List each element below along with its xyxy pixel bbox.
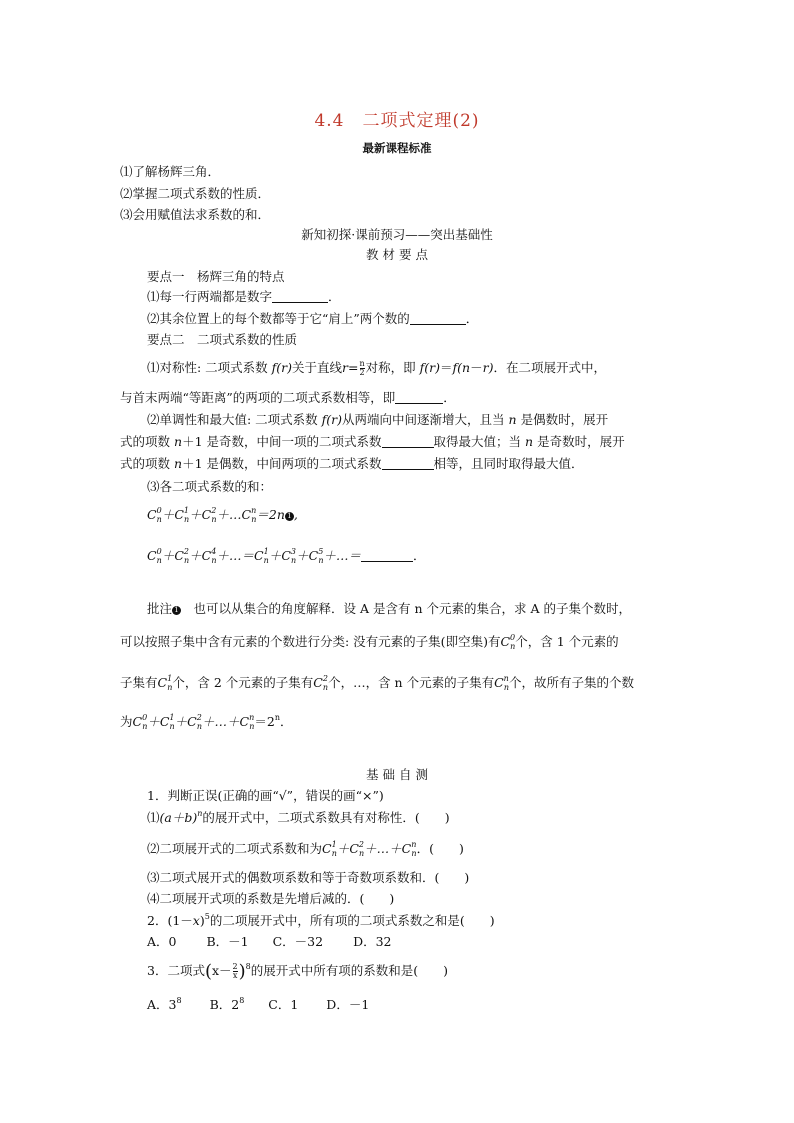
symmetry-line: ⑴对称性: 二项式系数 f(r)关于直线r= $\frac{n}{2}$ 对称，即 f(r)＝f(n－r)．在二项展开式中， <box>147 359 606 377</box>
formula: f(n <box>452 360 471 375</box>
question-2-options <box>147 932 392 950</box>
mono-text: 式的项数 <box>120 456 171 471</box>
sum-title: ⑶各二项式系数的和： <box>147 479 273 494</box>
question-3: 3．二项式(x－ $\frac{2}{x}$ )$^8$的展开式中所有项的系数和是( ) <box>147 961 449 982</box>
answer-blank[interactable] <box>272 290 328 304</box>
note-text: 也可以从集合的角度解释．设 A 是含有 n 个元素的集合，求 A 的子集个数时， <box>193 601 631 616</box>
symmetry-line-2: 与首末两端“等距离”的两项的二项式系数相等，即 ． <box>120 390 456 405</box>
mono-text: 从两端向中间逐渐增大，且当 <box>342 412 505 427</box>
mono-text: 取得最大值；当 <box>433 434 522 449</box>
question-1: 1．判断正误(正确的画“√”，错误的画“×”) <box>147 788 384 803</box>
fraction: $\frac{n}{2}$ <box>359 359 365 377</box>
option-d[interactable]: D．32 <box>353 934 392 949</box>
goal-3: ⑶会用赋值法求系数的和． <box>120 207 271 222</box>
question-1-1: $⑴(a+b)^n$的展开式中，二项式系数具有对称性．( ) <box>147 809 450 825</box>
note-text: 个，故所有子集的个数 <box>508 675 634 690</box>
mono-text: 是奇数时，展开 <box>537 434 625 449</box>
q1-2-text: ⑵二项展开式的二项式系数和为 <box>147 841 323 856</box>
q3-text: 3．二项式 <box>147 963 205 978</box>
monotonic-line-3: 式的项数 n＋1 是偶数，中间两项的二项式系数 相等，且同时取得最大值． <box>120 456 584 471</box>
section-heading: 教 材 要 点 <box>366 247 428 262</box>
mono-text: 式的项数 <box>120 434 171 449</box>
mono-text: 是偶数时，展开 <box>520 412 609 427</box>
point1-title: 要点一 杨辉三角的特点 <box>147 269 285 284</box>
period: ． <box>328 289 341 304</box>
symmetry-text: ⑴对称性: 二项式系数 <box>147 360 268 375</box>
note-marker-icon: 1 <box>172 606 181 615</box>
monotonic-line-2: 式的项数 n＋1 是奇数，中间一项的二项式系数 取得最大值；当 n 是奇数时，展开 <box>120 434 625 449</box>
answer-blank[interactable] <box>382 435 434 449</box>
option-a[interactable]: A．$3^8$ <box>147 996 182 1012</box>
option-d[interactable]: D．－1 <box>326 997 370 1012</box>
point1-line2-text: ⑵其余位置上的每个数都等于它“肩上”两个数的 <box>147 311 410 326</box>
answer-blank[interactable] <box>382 457 434 471</box>
note-line-1 <box>147 599 631 617</box>
mono-text: 是奇数，中间一项的二项式系数 <box>206 434 382 449</box>
option-b[interactable]: B．$2^8$ <box>209 996 245 1012</box>
answer-blank[interactable] <box>410 312 466 326</box>
note-text: 为 <box>120 714 133 729</box>
question-3-options <box>147 995 369 1013</box>
point2-title: 要点二 二项式系数的性质 <box>147 332 298 347</box>
note-text: 子集有 <box>120 675 158 690</box>
formula: r <box>342 360 349 375</box>
note-label: 批注 <box>147 601 173 616</box>
formula: f(r) <box>271 360 293 375</box>
question-2: 2．$(1-x)^5$的二项展开式中，所有项的二项式系数之和是( ) <box>147 912 495 928</box>
sum-formula-1: $C^0_n+C^1_n+C^2_n+\dots C^n_n=2n$ 1 , <box>147 506 298 524</box>
fraction: $\frac{2}{x}$ <box>232 962 238 980</box>
note-line-4: 为$C^0_n+C^1_n+C^2_n+\dots+C^n_n=2^n$． <box>120 713 293 731</box>
point1-line2 <box>147 309 478 327</box>
note-text: 可以按照子集中含有元素的个数进行分类: 没有元素的子集(即空集)有 <box>120 634 501 649</box>
point1-line1-text: ⑴每一行两端都是数字 <box>147 289 273 304</box>
symmetry-text-2: 关于直线 <box>292 360 343 375</box>
q2-text: 的二项展开式中，所有项的二项式系数之和是( ) <box>209 913 495 928</box>
note-marker-icon: 1 <box>285 512 294 521</box>
formula: f(r) <box>419 360 441 375</box>
section-banner: 新知初探·课前预习——突出基础性 <box>301 227 493 242</box>
note-text: 个，…，含 n 个元素的子集有 <box>328 675 495 690</box>
question-1-3: ⑶二项式展开式的偶数项系数和等于奇数项系数和．( ) <box>147 870 470 885</box>
page-title: 4.4 二项式定理(2) <box>314 111 480 131</box>
page-subtitle: 最新课程标准 <box>362 141 432 155</box>
q1-1-text: 的展开式中，二项式系数具有对称性．( ) <box>202 810 450 825</box>
period: ． <box>465 311 479 326</box>
answer-blank[interactable] <box>395 391 443 405</box>
option-c[interactable]: C．－32 <box>272 934 324 949</box>
goal-1: ⑴了解杨辉三角． <box>120 164 221 179</box>
sum-formula-2: $C^0_n+C^2_n+C^4_n+\dots=C^1_n+C^3_n+C^5_n+\dots=$ ． <box>147 547 426 565</box>
goal-2: ⑵掌握二项式系数的性质． <box>120 186 271 201</box>
note-line-3: 子集有$C^1_n$个，含 2 个元素的子集有$C^2_n$个，…，含 n 个元素的子集有$C^n_n$个，故所有子集的个数 <box>120 674 634 692</box>
mono-text: 是偶数，中间两项的二项式系数 <box>206 456 382 471</box>
question-1-2: ⑵二项展开式的二项式系数和为$C^1_n+C^2_n+\dots+C^n_n$．( ) <box>147 840 464 858</box>
note-line-2: 可以按照子集中含有元素的个数进行分类: 没有元素的子集(即空集)有$C^0_n$个，含 1 个元素的 <box>120 633 619 651</box>
note-text: ． <box>280 714 293 729</box>
symmetry-text-5: 与首末两端“等距离”的两项的二项式系数相等，即 <box>120 390 396 405</box>
option-a[interactable]: A．0 <box>147 934 177 949</box>
q3-text-2: 的展开式中所有项的系数和是( ) <box>250 963 449 978</box>
self-test-heading: 基 础 自 测 <box>366 767 428 782</box>
mono-text: ⑵单调性和最大值: 二项式系数 <box>147 412 318 427</box>
symmetry-text-3: 对称，即 <box>365 360 416 375</box>
monotonic-line-1: ⑵单调性和最大值: 二项式系数 f(r)从两端向中间逐渐增大，且当 n 是偶数时，展开 <box>147 412 609 427</box>
symmetry-text-4: ．在二项展开式中， <box>493 360 606 375</box>
point1-line1 <box>147 287 341 305</box>
option-b[interactable]: B．－1 <box>206 934 249 949</box>
question-1-4: ⑷二项展开式项的系数是先增后减的．( ) <box>147 891 395 906</box>
option-c[interactable]: C．1 <box>268 997 299 1012</box>
note-text: 个，含 1 个元素的 <box>515 634 619 649</box>
mono-text: 相等，且同时取得最大值． <box>433 456 584 471</box>
note-text: 个，含 2 个元素的子集有 <box>172 675 314 690</box>
answer-blank[interactable] <box>361 549 413 563</box>
q1-2-text-2: ．( ) <box>416 841 464 856</box>
